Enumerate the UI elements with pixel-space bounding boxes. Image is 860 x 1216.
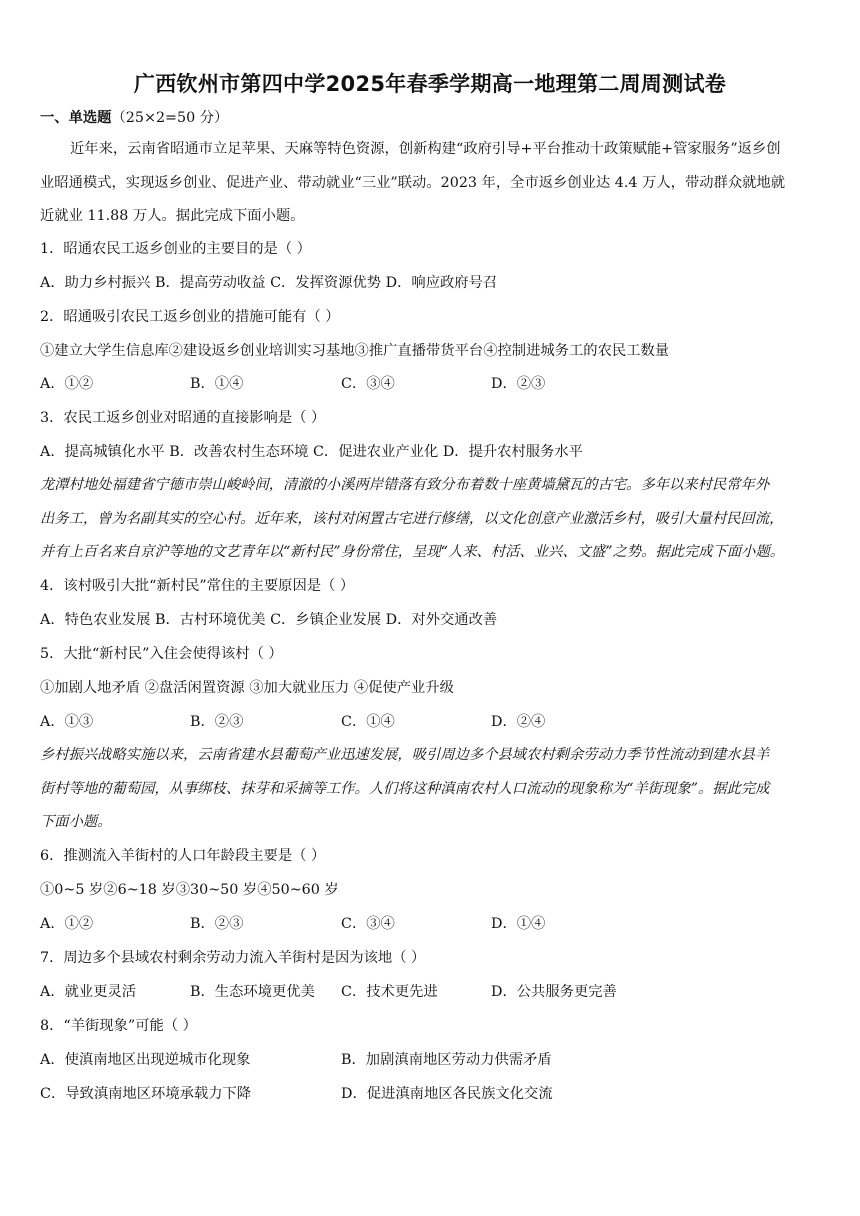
- option-c: C．③④: [341, 376, 395, 392]
- option-d: D．①④: [491, 916, 546, 932]
- question-6-items: ①0~5 岁②6~18 岁③30~50 岁④50~60 岁: [40, 882, 339, 898]
- option-a: A．使滇南地区出现逆城市化现象: [40, 1052, 251, 1068]
- question-8-stem: 8．“羊街现象”可能（ ）: [40, 1018, 197, 1034]
- option-b: B．生态环境更优美: [190, 984, 315, 1000]
- option-d: D．②④: [491, 714, 546, 730]
- question-6-stem: 6．推测流入羊街村的人口年龄段主要是（ ）: [40, 848, 326, 864]
- question-5-stem: 5．大批“新村民”入住会使得该村（ ）: [40, 646, 283, 662]
- option-a: A．①②: [40, 916, 94, 932]
- exam-title: 广西钦州市第四中学2025年春季学期高一地理第二周周测试卷: [133, 72, 727, 96]
- passage2-line: 龙潭村地处福建省宁德市崇山峻岭间，清澈的小溪两岸错落有致分布着数十座黄墙黛瓦的古宅。多年以来村民常年外: [40, 477, 770, 493]
- question-1-stem: 1．昭通农民工返乡创业的主要目的是（ ）: [40, 241, 311, 257]
- section-label: 一、单选题: [40, 110, 112, 126]
- option-a: A．①③: [40, 714, 94, 730]
- passage1-line: 近年来，云南省昭通市立足苹果、天麻等特色资源，创新构建“政府引导+平台推动十政策赋能+管家服务”返乡创: [70, 141, 781, 157]
- question-5-items: ①加剧人地矛盾 ②盘活闲置资源 ③加大就业压力 ④促使产业升级: [40, 680, 454, 696]
- option-d: D．促进滇南地区各民族文化交流: [341, 1086, 553, 1102]
- option-d: D．②③: [491, 376, 546, 392]
- passage2-line: 出务工，曾为名副其实的空心村。近年来，该村对闲置古宅进行修缮，以文化创意产业激活乡村，吸引大量村民回流，: [40, 511, 784, 527]
- option-b: B．加剧滇南地区劳动力供需矛盾: [341, 1052, 552, 1068]
- passage1-line: 近就业 11.88 万人。据此完成下面小题。: [40, 208, 305, 224]
- question-2-items: ①建立大学生信息库②建设返乡创业培训实习基地③推广直播带货平台④控制进城务工的农民工数量: [40, 343, 670, 359]
- question-4-options: A．特色农业发展 B．古村环境优美 C．乡镇企业发展 D．对外交通改善: [40, 612, 498, 628]
- passage3-line: 街村等地的葡萄园，从事绑枝、抹芽和采摘等工作。人们将这种滇南农村人口流动的现象称为“羊街现象”。据此完成: [40, 781, 770, 797]
- option-a: A．就业更灵活: [40, 984, 137, 1000]
- question-1-options: A．助力乡村振兴 B．提高劳动收益 C．发挥资源优势 D．响应政府号召: [40, 275, 498, 291]
- option-b: B．①④: [190, 376, 244, 392]
- section-detail: （25×2=50 分）: [111, 110, 229, 126]
- option-c: C．导致滇南地区环境承载力下降: [40, 1086, 252, 1102]
- passage3-line: 下面小题。: [40, 814, 112, 830]
- option-b: B．②③: [190, 714, 244, 730]
- passage2-line: 并有上百名来自京沪等地的文艺青年以“新村民”身份常住，呈现“人来、村活、业兴、文盛”之势。据此完成下面小题。: [40, 544, 785, 560]
- option-c: C．①④: [341, 714, 395, 730]
- option-d: D．公共服务更完善: [491, 984, 617, 1000]
- question-7-stem: 7．周边多个县域农村剩余劳动力流入羊街村是因为该地（ ）: [40, 950, 426, 966]
- option-c: C．技术更先进: [341, 984, 438, 1000]
- section-heading: [40, 108, 830, 128]
- option-a: A．①②: [40, 376, 94, 392]
- question-3-options: A．提高城镇化水平 B．改善农村生态环境 C．促进农业产业化 D．提升农村服务水平: [40, 444, 583, 460]
- option-c: C．③④: [341, 916, 395, 932]
- question-4-stem: 4．该村吸引大批“新村民”常住的主要原因是（ ）: [40, 578, 355, 594]
- option-b: B．②③: [190, 916, 244, 932]
- question-2-stem: 2．昭通吸引农民工返乡创业的措施可能有（ ）: [40, 309, 340, 325]
- passage3-line: 乡村振兴战略实施以来，云南省建水县葡萄产业迅速发展，吸引周边多个县域农村剩余劳动力季节性流动到建水县羊: [40, 747, 770, 763]
- question-3-stem: 3．农民工返乡创业对昭通的直接影响是（ ）: [40, 410, 326, 426]
- passage1-line: 业昭通模式，实现返乡创业、促进产业、带动就业“三业”联动。2023 年，全市返乡创业达 4.4 万人，带动群众就地就: [40, 175, 786, 191]
